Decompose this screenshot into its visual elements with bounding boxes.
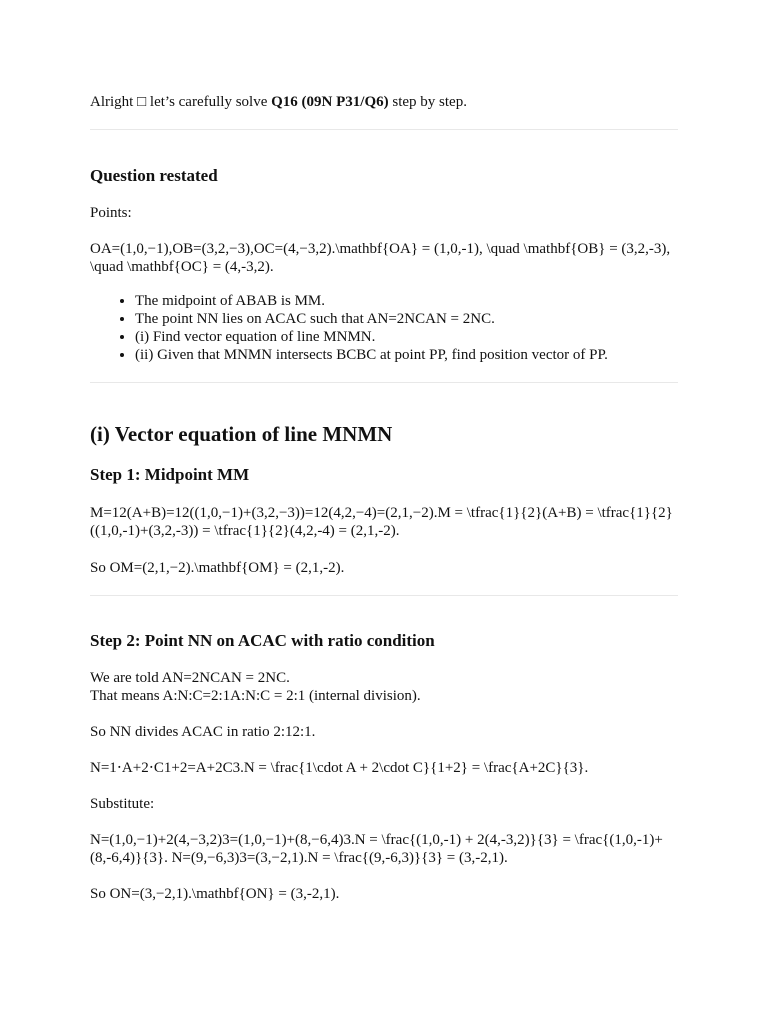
list-item: • (i) Find vector equation of line MNMN. <box>135 328 678 346</box>
section-divider <box>90 595 678 596</box>
section-divider <box>90 382 678 383</box>
section-heading-part1: (i) Vector equation of line MNMN <box>90 422 393 446</box>
missing-glyph-icon: □ <box>137 94 147 110</box>
section-heading-restated: Question restated <box>90 166 218 185</box>
ratio-meaning-line: That means A:N:C=2:1A:N:C = 2:1 (internal division). <box>90 688 421 704</box>
intro-suffix: step by step. <box>388 94 467 110</box>
intro-mid: let’s carefully solve <box>146 94 272 110</box>
section-divider <box>90 129 678 130</box>
section-formula: N=1⋅A+2⋅C1+2=A+2C3.N = \frac{1\cdot A + 2\cdot C}{1+2} = \frac{A+2C}{3}. <box>90 760 589 776</box>
on-result: So ON=(3,−2,1).\mathbf{ON} = (3,-2,1). <box>90 886 340 902</box>
question-bullet-list <box>90 292 678 364</box>
midpoint-result: So OM=(2,1,−2).\mathbf{OM} = (2,1,-2). <box>90 560 345 576</box>
ratio-statement <box>90 669 678 705</box>
list-item: • The midpoint of ABAB is MM. <box>135 292 678 310</box>
step2-heading: Step 2: Point NN on ACAC with ratio condition <box>90 631 435 650</box>
substitution-equation: N=(1,0,−1)+2(4,−3,2)3=(1,0,−1)+(8,−6,4)3.N = \frac{(1,0,-1) + 2(4,-3,2)}{3} = \frac{(1,0,-1)+(8,-6,4)}{3}. N=(9,−6,3)3=(3,−2,1).N = \frac{(9,-6,3)}{3} = (3,-2,1). <box>90 832 663 866</box>
question-reference: Q16 (09N P31/Q6) <box>271 94 389 110</box>
intro-line <box>90 0 678 111</box>
list-item: • The point NN lies on ACAC such that AN=2NCAN = 2NC. <box>135 310 678 328</box>
substitute-label: Substitute: <box>90 796 155 812</box>
points-equation: OA=(1,0,−1),OB=(3,2,−3),OC=(4,−3,2).\mathbf{OA} = (1,0,-1), \quad \mathbf{OB} = (3,2,-3), \quad \mathbf{OC} = (4,-3,2). <box>90 241 671 275</box>
ratio-divides: So NN divides ACAC in ratio 2:12:1. <box>90 724 316 740</box>
points-label: Points: <box>90 205 132 221</box>
step1-heading: Step 1: Midpoint MM <box>90 465 250 484</box>
list-item: • (ii) Given that MNMN intersects BCBC at point PP, find position vector of PP. <box>135 346 678 364</box>
intro-prefix: Alright <box>90 94 138 110</box>
midpoint-equation: M=12(A+B)=12((1,0,−1)+(3,2,−3))=12(4,2,−4)=(2,1,−2).M = \tfrac{1}{2}(A+B) = \tfrac{1}{2}((1,0,-1)+(3,2,-3)) = \tfrac{1}{2}(4,2,-4) = (2,1,-2). <box>90 505 673 539</box>
ratio-told-line: We are told AN=2NCAN = 2NC. <box>90 670 290 686</box>
